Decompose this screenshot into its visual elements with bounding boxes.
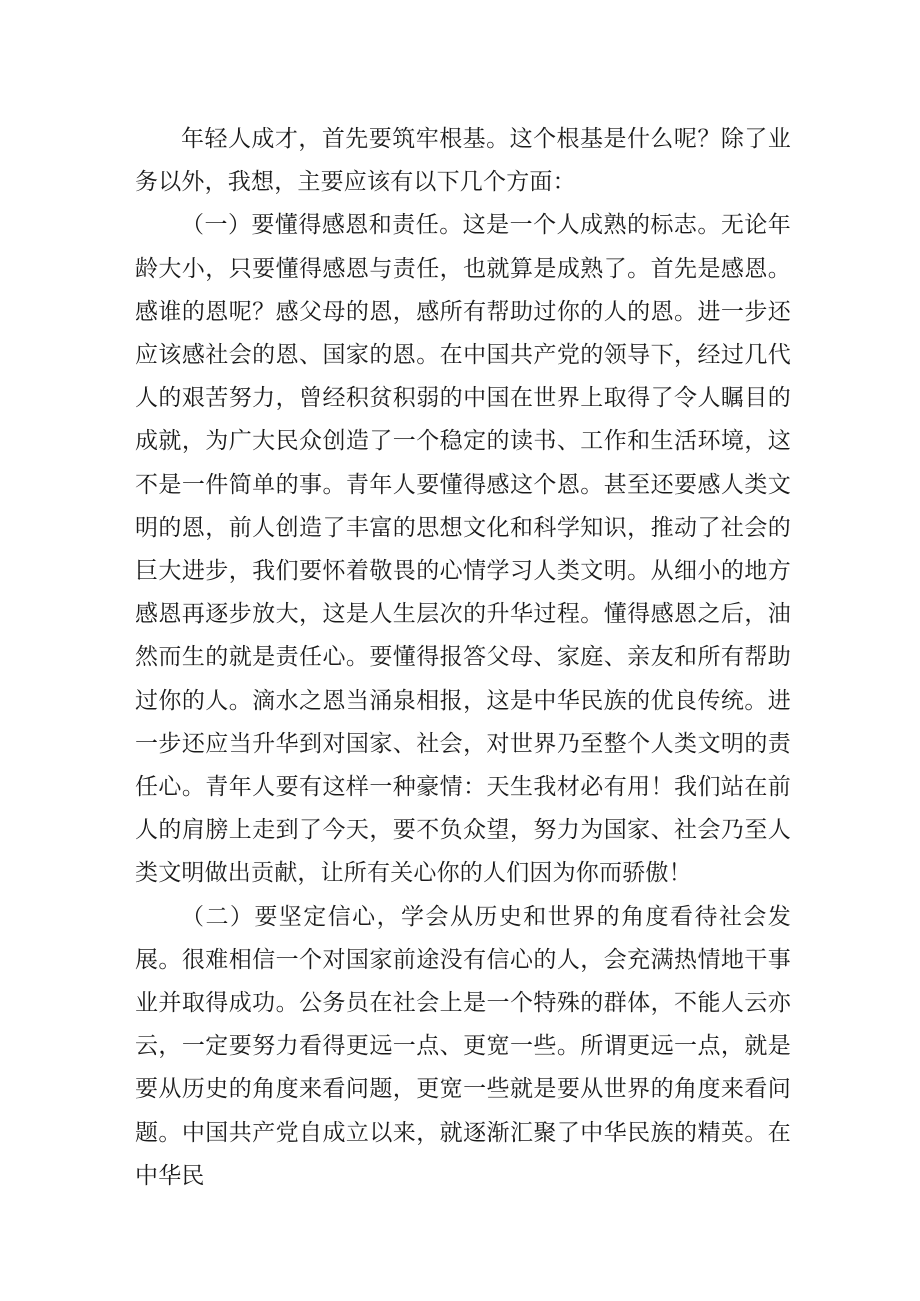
paragraph-section-two: （二）要坚定信心，学会从历史和世界的角度看待社会发展。很难相信一个对国家前途没有信心的人，会充满热情地干事业并取得成功。公务员在社会上是一个特殊的群体，不能人云亦云，一定要努力看得更远一点、更宽一些。所谓更远一点，就是要从历史的角度来看问题，更宽一些就是要从世界的角度来看问题。中国共产党自成立以来，就逐渐汇聚了中华民族的精英。在中华民 <box>135 903 791 1189</box>
paragraph-section-one: （一）要懂得感恩和责任。这是一个人成熟的标志。无论年龄大小，只要懂得感恩与责任，也就算是成熟了。首先是感恩。感谁的恩呢？感父母的恩，感所有帮助过你的人的恩。进一步还应该感社会的恩、国家的恩。在中国共产党的领导下，经过几代人的艰苦努力，曾经积贫积弱的中国在世界上取得了令人瞩目的成就，为广大民众创造了一个稳定的读书、工作和生活环境，这不是一件简单的事。青年人要懂得感这个恩。甚至还要感人类文明的恩，前人创造了丰富的思想文化和科学知识，推动了社会的巨大进步，我们要怀着敬畏的心情学习人类文明。从细小的地方感恩再逐步放大，这是人生层次的升华过程。懂得感恩之后，油然而生的就是责任心。要懂得报答父母、家庭、亲友和所有帮助过你的人。滴水之恩当涌泉相报，这是中华民族的优良传统。进一步还应当升华到对国家、社会，对世界乃至整个人类文明的责任心。青年人要有这样一种豪情：天生我材必有用！我们站在前人的肩膀上走到了今天，要不负众望，努力为国家、社会乃至人类文明做出贡献，让所有关心你的人们因为你而骄傲！ <box>135 212 791 887</box>
document-body <box>135 118 791 1198</box>
paragraph-intro: 年轻人成才，首先要筑牢根基。这个根基是什么呢？除了业务以外，我想，主要应该有以下几个方面： <box>135 126 791 196</box>
